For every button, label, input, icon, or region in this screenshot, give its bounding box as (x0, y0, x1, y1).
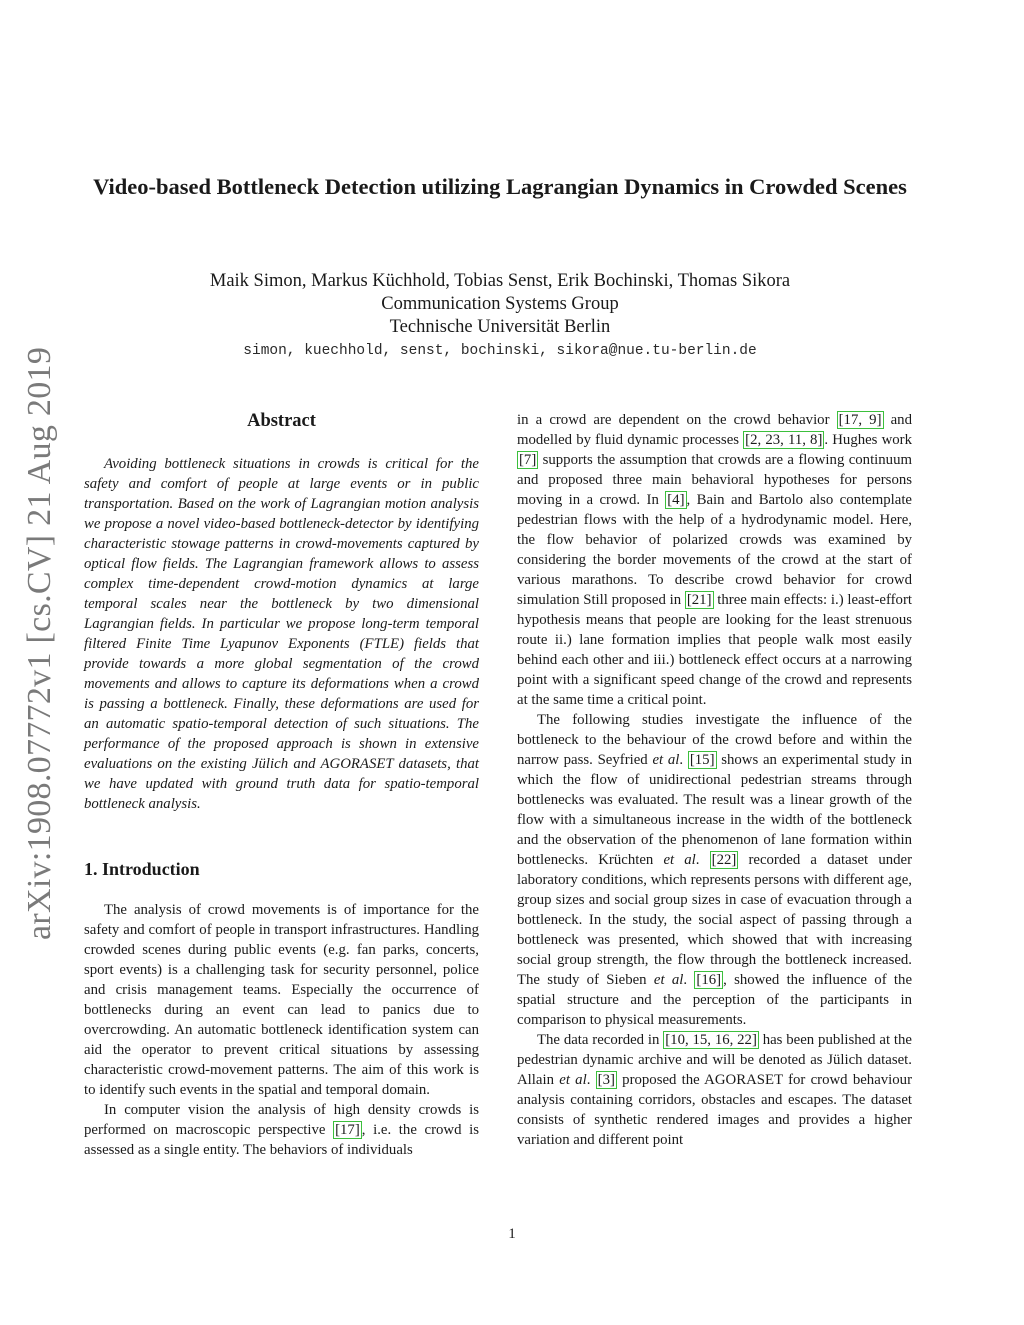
citation-link[interactable]: [16] (696, 972, 722, 988)
citation-link[interactable]: [3] (597, 1072, 615, 1088)
right-column (517, 410, 912, 1150)
text-span: . (683, 972, 695, 988)
text-span: and modelled by fluid dynamic processes (517, 412, 912, 448)
text-span: , showed the influence of the spatial structure and the perception of the participants in comparison to physical measurements. (517, 972, 913, 1028)
text-span: three main effects: i.) least-effort hypothesis means that people are looking for the least strenuous route ii.) lane formation implies that people walk most easily behind each other and iii.) bottleneck effect occurs at a narrowing point with a significant speed change of the crowd and represents at the same time a critical point. (517, 592, 912, 708)
citation-link[interactable]: [7] (519, 452, 537, 468)
abstract-heading: Abstract (247, 411, 316, 431)
citation-link[interactable]: [2, 23, 11, 8] (745, 432, 823, 448)
text-span: In computer vision the analysis of high density crowds is performed on macroscopic perspective (84, 1102, 479, 1138)
intro-paragraph-2 (84, 1100, 479, 1160)
arxiv-identifier: arXiv:1908.07772v1 [cs.CV] 21 Aug 2019 (21, 346, 58, 940)
author-emails: simon, kuechhold, senst, bochinski, sikora@nue.tu-berlin.de (243, 343, 757, 359)
affiliation-group: Communication Systems Group (381, 294, 619, 314)
page-number: 1 (508, 1226, 516, 1242)
text-span: The data recorded in (537, 1032, 664, 1048)
text-span: . (695, 852, 710, 868)
citation-link[interactable]: [21] (686, 592, 712, 608)
affiliation-university: Technische Universität Berlin (389, 317, 611, 337)
citation-link[interactable]: [17] (335, 1122, 360, 1138)
text-span: . Hughes work (824, 432, 912, 448)
citation-link[interactable]: [4] (667, 492, 685, 508)
et-al: et al (652, 752, 680, 768)
citation-link[interactable]: [15] (689, 752, 715, 768)
abstract-text: Avoiding bottleneck situations in crowds is critical for the safety and comfort of people at large events or in public transportation. Based on the work of Lagrangian motion analysis we propose a novel video-based bottleneck-detector by identifying characteristic stowage patterns in crowd-movements captured by optical flow fields. The Lagrangian framework allows to assess complex time-dependent crowd-motion dynamics at large temporal scales near the bottleneck by two dimensional Lagrangian fields. In particular we propose long-term temporal filtered Finite Time Lyapunov Exponents (FTLE) fields that provide towards a more global segmentation of the crowd movements and allows to capture its deformations when a crowd is passing a bottleneck. Finally, these deformations are used for an automatic spatio-temporal detection of such situations. The performance of the proposed approach is shown in extensive evaluations on the existing Jülich and AGORASET datasets, that we have updated with ground truth data for spatio-temporal bottleneck analysis. (84, 456, 479, 812)
text-span: . (679, 752, 688, 768)
text-span: supports the assumption that crowds are a flowing continuum and proposed three main behavioral hypotheses for persons moving in a crowd. In (517, 452, 912, 508)
text-span: recorded a dataset under laboratory conditions, which represents persons with different age, group sizes and social group sizes in case of evacuation through a bottleneck. In the study, the social aspect of passing through a bottleneck was presented, which showed that with increasing social group strength, the flow through the bottleneck increased. The study of Sieben (517, 852, 913, 988)
et-al: et al (663, 852, 696, 868)
text-span: shows an experimental study in which the flow of unidirectional pedestrian streams through bottlenecks was evaluated. The result was a linear growth of the flow with a simultaneous increase in the width of the bottleneck and the observation of the phenomenon of lane formation within bottlenecks. Krüchten (517, 752, 912, 868)
text-span: The following studies investigate the influence of the bottleneck to the behaviour of the crowd before and within the narrow pass. Seyfried (517, 712, 912, 768)
right-paragraph-3 (517, 1030, 912, 1150)
et-al: et al (653, 972, 684, 988)
et-al: et al (559, 1072, 587, 1088)
citation-link[interactable]: [17, 9] (838, 412, 882, 428)
text-span: has been published at the pedestrian dynamic archive and will be denoted as Jülich dataset. Allain (517, 1032, 912, 1088)
left-column (84, 410, 479, 1160)
text-span: proposed the AGORASET for crowd behaviour analysis containing corridors, obstacles and escapes. The dataset consists of synthetic rendered images and provides a higher variation and different point (517, 1072, 912, 1148)
author-block (90, 270, 910, 363)
paper-title: Video-based Bottleneck Detection utilizing Lagrangian Dynamics in Crowded Scenes (93, 174, 907, 199)
text-span: , Bain and Bartolo also contemplate pedestrian flows with the help of a hydrodynamic model. Here, the flow behavior of polarized crowds was examined by considering the border movements of the crowd at the start of various marathons. To describe crowd behavior for crowd simulation Still proposed in (517, 492, 912, 608)
citation-link[interactable]: [10, 15, 16, 22] (665, 1032, 757, 1048)
text-span: , i.e. the crowd is assessed as a single entity. The behaviors of individuals (84, 1122, 479, 1158)
right-paragraph-2 (517, 710, 912, 1030)
right-paragraph-1 (517, 410, 912, 710)
text-span: . (586, 1072, 596, 1088)
author-list: Maik Simon, Markus Küchhold, Tobias Senst, Erik Bochinski, Thomas Sikora (209, 271, 791, 291)
intro-paragraph-1: The analysis of crowd movements is of importance for the safety and comfort of people in transport infrastructures. Handling crowded scenes during public events (e.g. fan parks, concerts, sport events) is a challenging task for security personnel, police and crisis management teams. Especially the occurrence of bottlenecks during an event can lead to panics due to overcrowding. An automatic bottleneck identification system can aid the operator to prevent critical situations by assessing characteristic crowd-movement patterns. The aim of this work is to identify such events in the spatial and temporal domain. (84, 902, 479, 1098)
citation-link[interactable]: [22] (711, 852, 737, 868)
text-span: in a crowd are dependent on the crowd behavior (517, 412, 837, 428)
introduction-heading: 1. Introduction (84, 859, 200, 879)
